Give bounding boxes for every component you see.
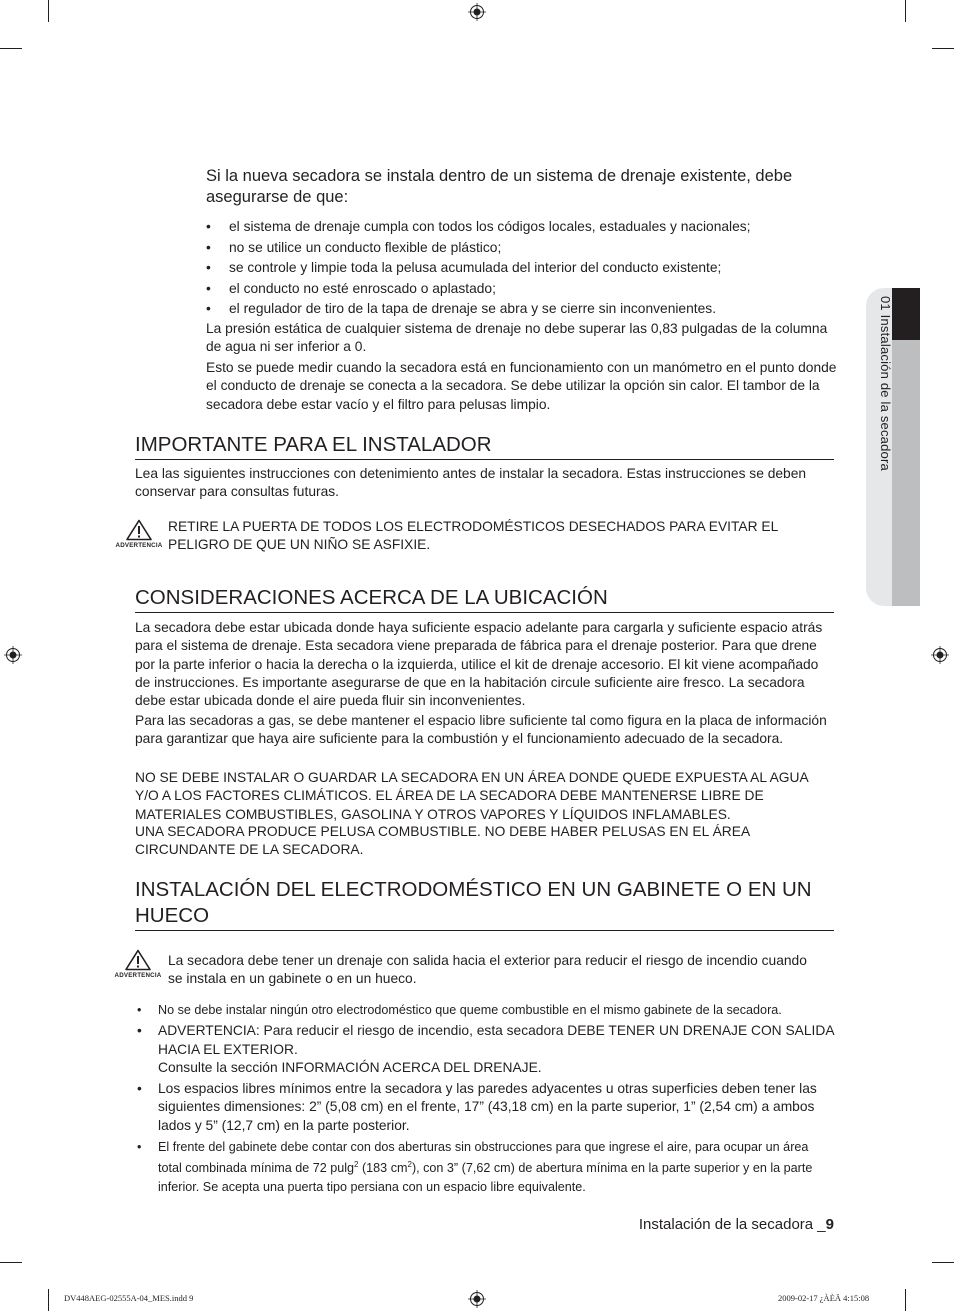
crop-mark (905, 0, 906, 22)
intro-paragraph: Esto se puede medir cuando la secadora está en funcionamiento con un manómetro en el punto donde el conducto de drenaje se conecta a la secadora. Se debe utilizar la opción sin calor. El tambor de la secadora debe estar vacío y el filtro para pelusas limpio. (206, 360, 837, 412)
registration-mark-icon (468, 1290, 486, 1308)
bullet-text: El frente del gabinete debe contar con dos aberturas sin obstrucciones para que ingrese el aire, para ocupar un área total combinada mínima de 72 pulg (158, 1140, 809, 1176)
list-item (135, 1022, 835, 1077)
crop-mark (905, 1289, 906, 1311)
list-item: • No se debe instalar ningún otro electrodoméstico que queme combustible en el mismo gabinete de la secadora. (135, 1001, 835, 1019)
list-item: • el conducto no esté enroscado o aplastado; (206, 279, 846, 300)
crop-mark (932, 48, 954, 49)
list-item: • el sistema de drenaje cumpla con todos los códigos locales, estaduales y nacionales; (206, 217, 846, 238)
section-paragraph: NO SE DEBE INSTALAR O GUARDAR LA SECADORA EN UN ÁREA DONDE QUEDE EXPUESTA AL AGUA Y/O A LOS FACTORES CLIMÁTICOS. EL ÁREA DE LA SECADORA DEBE MANTENERSE LIBRE DE MATERIALES COMBUSTIBLES, GASOLINA Y OTROS VAPORES Y LÍQUIDOS INFLAMABLES. (135, 770, 808, 822)
section-heading: IMPORTANTE PARA EL INSTALADOR (135, 432, 834, 460)
section-paragraph: La secadora debe estar ubicada donde haya suficiente espacio adelante para cargarla y suficiente espacio atrás para el sistema de drenaje. Esta secadora viene preparada de fábrica para el drenaje posterior. Para que drene por la parte inferior o hacia la derecha o la izquierda, utilice el kit de drenaje accesorio. El kit viene acompañado de instrucciones. Es importante asegurarse de que en la habitación circule suficiente aire fresco. La secadora debe estar ubicada donde el aire pueda fluir sin inconvenientes. (135, 620, 823, 709)
list-item: • no se utilice un conducto flexible de plástico; (206, 238, 846, 259)
crop-mark (0, 1262, 22, 1263)
cabinet-bullet-list (135, 1001, 835, 1199)
superscript: 2 (354, 1160, 359, 1170)
tab-light-block (892, 340, 920, 606)
registration-mark-icon (931, 646, 949, 664)
intro-title: Si la nueva secadora se instala dentro de un sistema de drenaje existente, debe asegurarse de que: (206, 167, 793, 206)
list-item: • Los espacios libres mínimos entre la secadora y las paredes adyacentes u otras superficies deben tener las siguientes dimensiones: 2” (5,08 cm) en el frente, 17” (43,18 cm) en la parte superior, 1” (2,54 cm) a ambos lados y 5” (12,7 cm) en la parte posterior. (135, 1080, 835, 1135)
warning-badge (112, 519, 166, 549)
registration-mark-icon (468, 3, 486, 21)
intro-bullet-list (206, 217, 846, 320)
superscript: 2 (407, 1160, 412, 1170)
section-paragraph: UNA SECADORA PRODUCE PELUSA COMBUSTIBLE. NO DEBE HABER PELUSAS EN EL ÁREA CIRCUNDANTE DE LA SECADORA. (135, 824, 750, 858)
crop-mark (0, 48, 22, 49)
section-paragraph: Lea las siguientes instrucciones con detenimiento antes de instalar la secadora. Estas instrucciones se deben conservar para consultas futuras. (135, 466, 807, 500)
slug-file-name: DV448AEG-02555A-04_MES.indd 9 (64, 1293, 194, 1303)
tab-dark-block (892, 288, 920, 340)
warning-caption: ADVERTENCIA (115, 542, 163, 549)
slug-timestamp: 2009-02-17 ¿ÀÈÄ 4:15:08 (778, 1293, 870, 1303)
bullet-text: ADVERTENCIA: Para reducir el riesgo de incendio, esta secadora DEBE TENER UN DRENAJE CON SALIDA HACIA EL EXTERIOR. (158, 1023, 834, 1057)
registration-mark-icon (4, 646, 22, 664)
warning-triangle-icon (125, 949, 151, 971)
warning-triangle-icon (126, 519, 152, 541)
crop-mark (932, 1262, 954, 1263)
section-heading: CONSIDERACIONES ACERCA DE LA UBICACIÓN (135, 585, 834, 613)
page-footer (560, 1216, 834, 1233)
section-paragraph: Para las secadoras a gas, se debe mantener el espacio libre suficiente tal como figura en la placa de información para garantizar que haya aire suficiente para la combustión y el funcionamiento adecuado de la secadora. (135, 713, 827, 747)
bullet-text: ), con 3” (7,62 cm) de abertura mínima en la parte superior y en la parte inferior. Se acepta una puerta tipo persiana con un espacio libre equivalente. (158, 1161, 813, 1194)
footer-section: Instalación de la secadora _ (638, 1216, 826, 1233)
warning-text: La secadora debe tener un drenaje con salida hacia el exterior para reducir el riesgo de incendio cuando se instala en un gabinete o en un hueco. (168, 953, 807, 987)
crop-mark (48, 1289, 49, 1311)
bullet-text: (183 cm (358, 1161, 408, 1176)
chapter-side-tab (866, 288, 920, 606)
warning-caption: ADVERTENCIA (114, 972, 162, 979)
list-item: • el regulador de tiro de la tapa de drenaje se abra y se cierre sin inconvenientes. (206, 299, 846, 320)
section-heading: INSTALACIÓN DEL ELECTRODOMÉSTICO EN UN GABINETE O EN UN HUECO (135, 877, 834, 931)
chapter-label: 01 Instalación de la secadora (878, 296, 893, 471)
bullet-text: Consulte la sección INFORMACIÓN ACERCA DEL DRENAJE. (158, 1059, 542, 1075)
page-number: 9 (825, 1216, 834, 1233)
warning-text: RETIRE LA PUERTA DE TODOS LOS ELECTRODOMÉSTICOS DESECHADOS PARA EVITAR EL PELIGRO DE QUE UN NIÑO SE ASFIXIE. (168, 519, 778, 553)
crop-mark (48, 0, 49, 22)
intro-paragraph: La presión estática de cualquier sistema de drenaje no debe superar las 0,83 pulgadas de la columna de agua ni ser inferior a 0. (206, 321, 828, 355)
warning-badge (111, 949, 165, 979)
list-item (135, 1138, 835, 1196)
list-item: • se controle y limpie toda la pelusa acumulada del interior del conducto existente; (206, 258, 846, 279)
